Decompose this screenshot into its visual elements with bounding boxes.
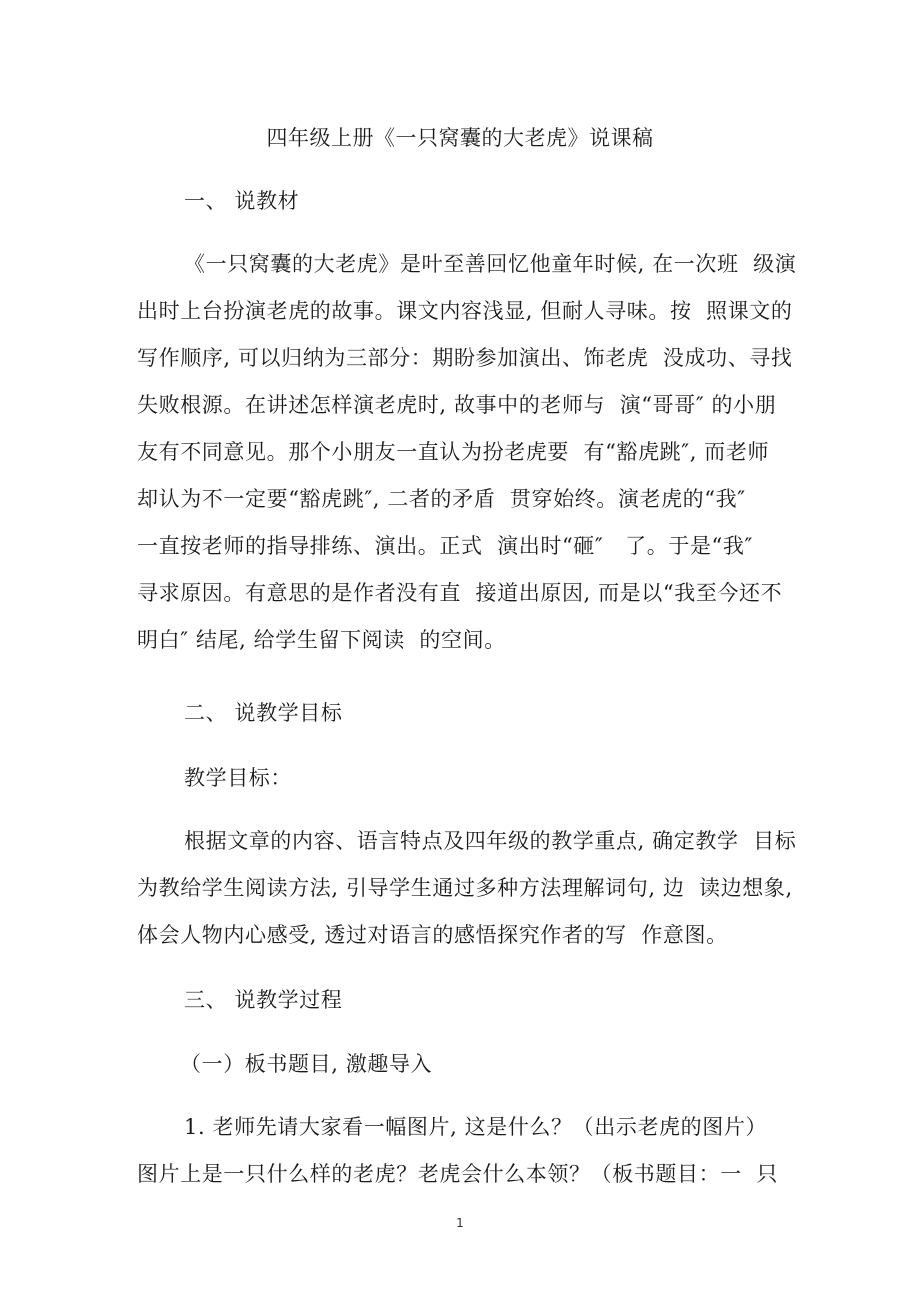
- paragraph-line: 失败根源。在讲述怎样演老虎时, 故事中的老师与 演“哥哥″ 的小朋: [137, 393, 777, 417]
- paragraph-line: 一直按老师的指导排练、演出。正式 演出时“砸″ 了。于是“我″: [137, 534, 753, 558]
- page-number: 1: [456, 1216, 464, 1230]
- paragraph-line: 为教给学生阅读方法, 引导学生通过多种方法理解词句, 边 读边想象,: [137, 876, 793, 900]
- paragraph-line: 图片上是一只什么样的老虎？老虎会什么本领？（板书题目：一 只: [137, 1162, 778, 1186]
- objectives-label: 教学目标：: [184, 766, 292, 790]
- paragraph-line: 写作顺序, 可以归纳为三部分：期盼参加演出、饰老虎 没成功、寻找: [137, 346, 793, 370]
- paragraph-line: 《一只窝囊的大老虎》是叶至善回忆他童年时候, 在一次班 级演: [184, 252, 797, 276]
- paragraph-line: 却认为不一定要“豁虎跳″, 二者的矛盾 贯穿始终。演老虎的“我″: [137, 487, 746, 511]
- paragraph-line: 1. 老师先请大家看一幅图片, 这是什么？（出示老虎的图片）: [184, 1115, 768, 1139]
- paragraph-line: 根据文章的内容、语言特点及四年级的教学重点, 确定教学 目标: [184, 829, 797, 853]
- paragraph-line: 出时上台扮演老虎的故事。课文内容浅显, 但耐人寻味。按 照课文的: [137, 299, 793, 323]
- document-title: 四年级上册《一只窝囊的大老虎》说课稿: [266, 126, 654, 150]
- paragraph-line: 体会人物内心感受, 透过对语言的感悟探究作者的写 作意图。: [137, 923, 728, 947]
- paragraph-line: 明白″ 结尾, 给学生留下阅读 的空间。: [137, 628, 506, 652]
- section-heading-teaching-objectives: 二、 说教学目标: [184, 701, 343, 725]
- section-heading-teaching-process: 三、 说教学过程: [184, 988, 343, 1012]
- section-heading-teaching-material: 一、 说教材: [184, 189, 300, 213]
- paragraph-line: 友有不同意见。那个小朋友一直认为扮老虎要 有“豁虎跳″, 而老师: [137, 440, 770, 464]
- paragraph-line: 寻求原因。有意思的是作者没有直 接道出原因, 而是以“我至今还不: [137, 581, 783, 605]
- subsection-heading: （一）板书题目, 激趣导入: [180, 1052, 433, 1076]
